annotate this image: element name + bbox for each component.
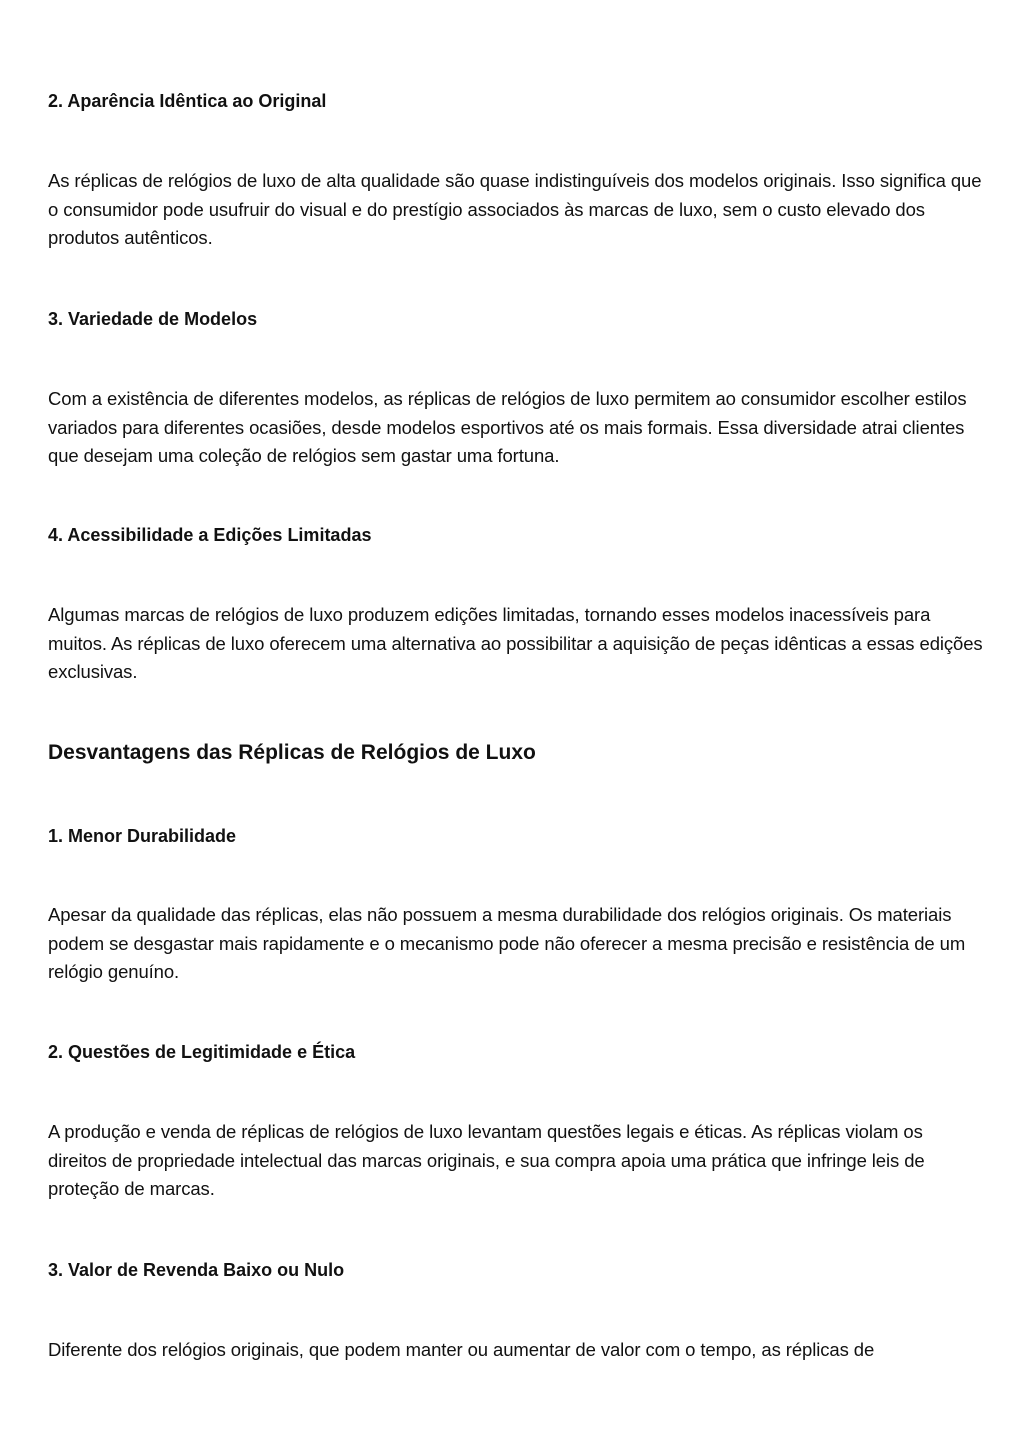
paragraph-identical-appearance: As réplicas de relógios de luxo de alta qualidade são quase indistinguíveis dos modelos originais. Isso significa que o consumidor pode usufruir do visual e do prestígio associados às marcas de luxo, sem o custo elevado dos produtos autênticos. [48,170,982,248]
subheading-identical-appearance: 2. Aparência Idêntica ao Original [48,91,327,111]
paragraph-model-variety: Com a existência de diferentes modelos, as réplicas de relógios de luxo permitem ao consumidor escolher estilos variados para diferentes ocasiões, desde modelos esportivos até os mais formais. Essa diversidade atrai clientes que desejam uma coleção de relógios sem gastar uma fortuna. [48,388,967,466]
section-heading-disadvantages: Desvantagens das Réplicas de Relógios de Luxo [48,741,536,764]
paragraph-durability: Apesar da qualidade das réplicas, elas não possuem a mesma durabilidade dos relógios originais. Os materiais podem se desgastar mais rapidamente e o mecanismo pode não oferecer a mesma precisão e resistência de um relógio genuíno. [48,904,966,982]
subheading-limited-editions: 4. Acessibilidade a Edições Limitadas [48,525,372,545]
subheading-durability: 1. Menor Durabilidade [48,826,237,846]
paragraph-limited-editions: Algumas marcas de relógios de luxo produzem edições limitadas, tornando esses modelos inacessíveis para muitos. As réplicas de luxo oferecem uma alternativa ao possibilitar a aquisição de peças idênticas a essas edições exclusivas. [48,604,983,682]
paragraph-legitimacy-ethics: A produção e venda de réplicas de relógios de luxo levantam questões legais e éticas. As réplicas violam os direitos de propriedade intelectual das marcas originais, e sua compra apoia uma prática que infringe leis de proteção de marcas. [48,1121,925,1199]
paragraph-resale-value: Diferente dos relógios originais, que podem manter ou aumentar de valor com o tempo, as réplicas de [48,1339,875,1360]
subheading-model-variety: 3. Variedade de Modelos [48,309,258,329]
subheading-resale-value: 3. Valor de Revenda Baixo ou Nulo [48,1260,345,1280]
subheading-legitimacy-ethics: 2. Questões de Legitimidade e Ética [48,1042,356,1062]
